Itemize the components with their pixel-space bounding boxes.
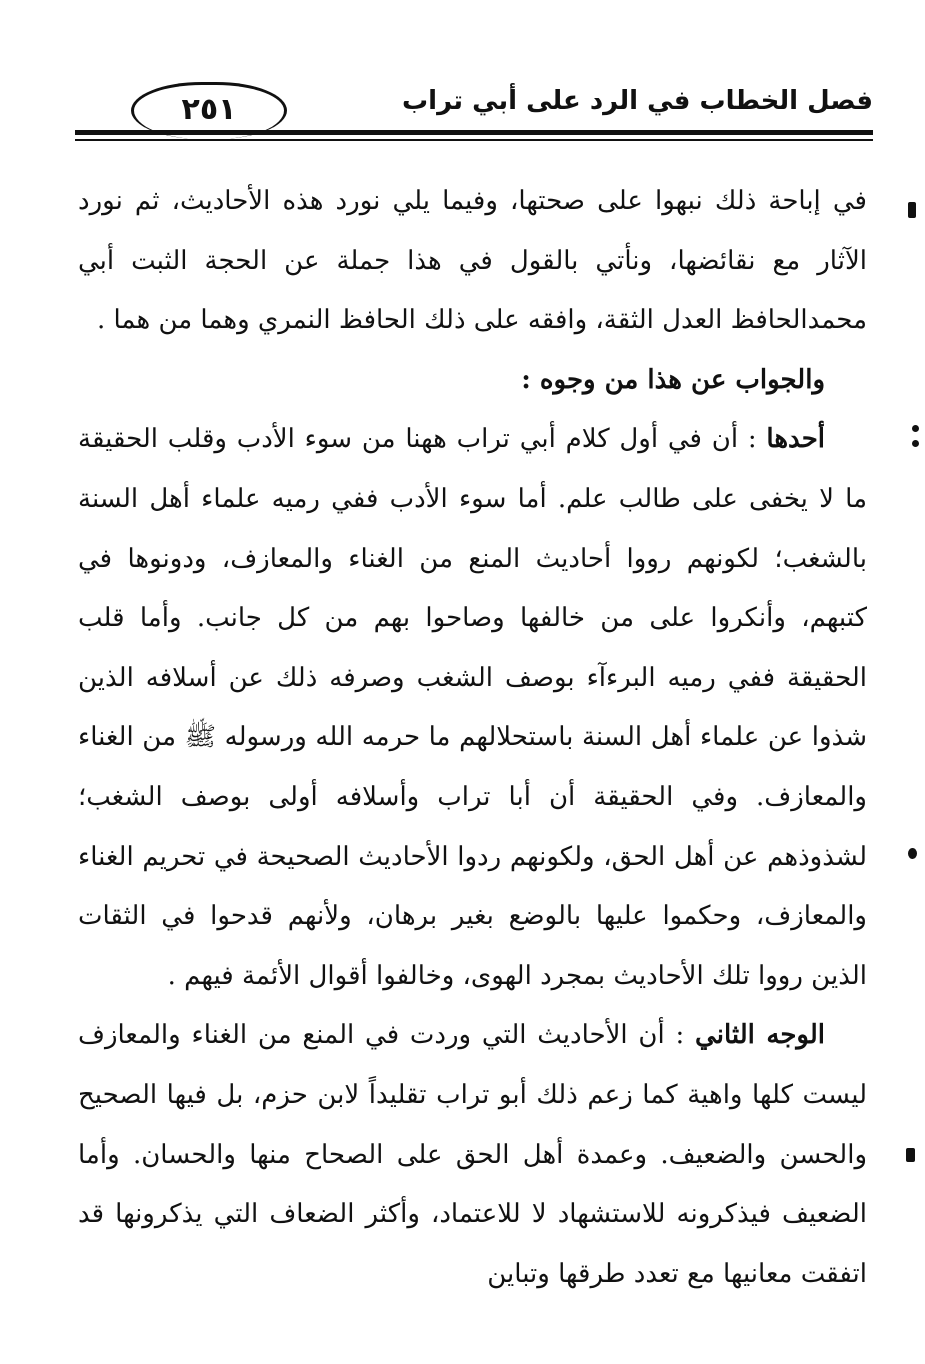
paragraph-first-point — [78, 410, 867, 1006]
header-rule-thin — [75, 139, 873, 141]
margin-mark — [908, 202, 916, 218]
paragraph-second-point — [78, 1006, 867, 1304]
margin-mark — [906, 1148, 915, 1162]
paragraph-1 — [78, 172, 867, 351]
second-point-text: : أن الأحاديث التي وردت في المنع من الغناء والمعازف ليست كلها واهية كما زعم ذلك أبو تراب تقليداً لابن حزم، بل فيها الصحيح والحسن والضعيف. وعمدة أهل الحق على الصحاح منها والحسان. وأما الضعيف فيذكرونه للاستشهاد لا للاعتماد، وأكثر الضعاف التي يذكرونها قد اتفقت معانيها مع تعدد طرقها وتباين — [78, 1020, 868, 1289]
running-title: فصل الخطاب في الرد على أبي تراب — [402, 86, 873, 116]
paragraph-1-text: في إباحة ذلك نبهوا على صحتها، وفيما يلي نورد هذه الأحاديث، ثم نورد الآثار مع نقائضها، ونأتي بالقول في هذا جملة عن الحجة الثبت أبي محمدالحافظ العدل الثقة، وافقه على ذلك الحافظ النمري وهما من هما . — [78, 186, 867, 336]
margin-mark — [908, 848, 917, 859]
margin-mark — [912, 440, 919, 447]
page-number: ٢٥١ — [131, 82, 287, 139]
second-point-lead: الوجه الثاني — [695, 1020, 825, 1051]
section-heading — [78, 351, 867, 411]
margin-mark — [912, 425, 919, 432]
section-heading-text: والجواب عن هذا من وجوه : — [521, 364, 825, 395]
header-rule-thick — [75, 130, 873, 135]
first-point-text: : أن في أول كلام أبي تراب ههنا من سوء الأدب وقلب الحقيقة ما لا يخفى على طالب علم. أما سوء الأدب ففي رميه علماء أهل السنة بالشغب؛ لكونهم رووا أحاديث المنع من الغناء والمعازف، ودونوها في كتبهم، وأنكروا على من خالفها وصاحوا بهم من كل جانب. وأما قلب الحقيقة ففي رميه البرءآء بوصف الشغب وصرفه ذلك عن أسلافه الذين شذوا عن علماء أهل السنة باستحلالهم ما حرمه الله ورسوله ﷺ من الغناء والمعازف. وفي الحقيقة أن أبا تراب وأسلافه أولى بوصف الشغب؛ لشذوذهم عن أهل الحق، ولكونهم ردوا الأحاديث الصحيحة في تحريم الغناء والمعازف، وحكموا عليها بالوضع بغير برهان، ولأنهم قدحوا في الثقات الذين رووا تلك الأحاديث بمجرد الهوى، وخالفوا أقوال الأئمة فيهم . — [78, 424, 867, 991]
first-point-lead: أحدها — [766, 424, 825, 455]
body-text — [78, 172, 867, 1304]
page-header — [75, 78, 873, 150]
